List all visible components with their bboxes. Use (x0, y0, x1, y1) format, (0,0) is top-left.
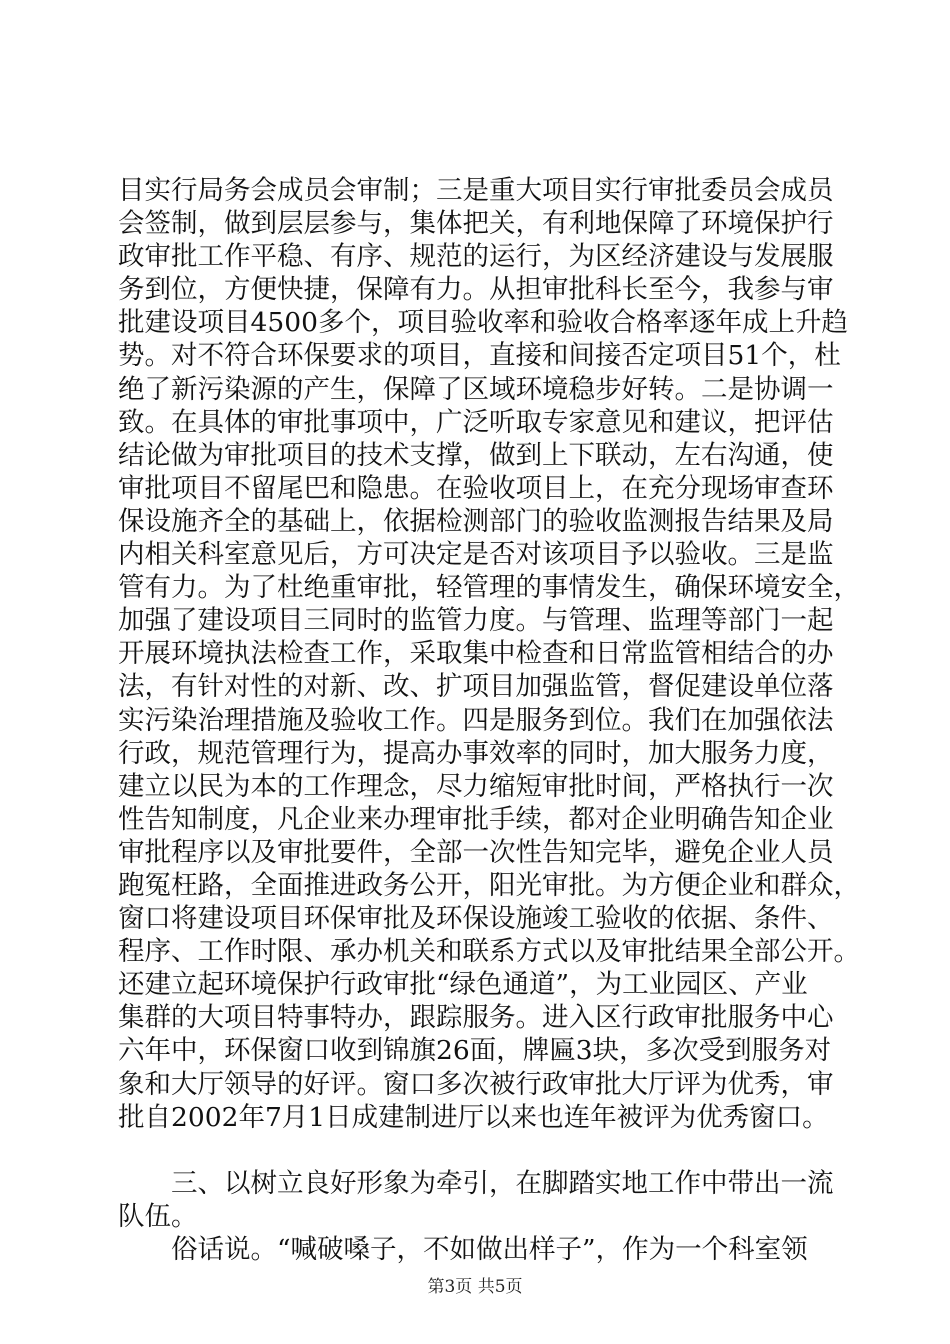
text-line: 象和大厅领导的好评。窗口多次被行政审批大厅评为优秀，审 (118, 1068, 834, 1100)
text-line: 审批项目不留尾巴和隐患。在验收项目上，在充分现场审查环 (118, 472, 834, 504)
section-heading: 三、以树立良好形象为牵引，在脚踏实地工作中带出一流 (171, 1167, 834, 1199)
text-line: 性告知制度，凡企业来办理审批手续，都对企业明确告知企业 (118, 803, 834, 835)
text-line: 务到位，方便快捷，保障有力。从担审批科长至今，我参与审 (118, 274, 834, 306)
text-line: 实污染治理措施及验收工作。四是服务到位。我们在加强依法 (118, 704, 834, 736)
text-line: 目实行局务会成员会审制；三是重大项目实行审批委员会成员 (118, 175, 834, 206)
text-line: 法，有针对性的对新、改、扩项目加强监管，督促建设单位落 (118, 671, 834, 703)
text-line: 窗口将建设项目环保审批及环保设施竣工验收的依据、条件、 (118, 903, 834, 935)
text-line: 势。对不符合环保要求的项目，直接和间接否定项目51个，杜 (118, 340, 841, 372)
section-heading-continued: 队伍。 (118, 1200, 198, 1232)
text-line: 管有力。为了杜绝重审批，轻管理的事情发生，确保环境安全， (118, 572, 860, 604)
document-body (118, 174, 860, 1266)
text-line: 会签制，做到层层参与，集体把关，有利地保障了环境保护行 (118, 208, 834, 240)
text-line: 绝了新污染源的产生，保障了区域环境稳步好转。二是协调一 (118, 373, 834, 405)
text-line: 内相关科室意见后，方可决定是否对该项目予以验收。三是监 (118, 539, 834, 571)
text-line: 六年中，环保窗口收到锦旗26面，牌匾3块，多次受到服务对 (118, 1035, 832, 1067)
text-line: 政审批工作平稳、有序、规范的运行，为区经济建设与发展服 (118, 241, 834, 273)
text-line: 致。在具体的审批事项中，广泛听取专家意见和建议，把评估 (118, 406, 834, 438)
text-line: 集群的大项目特事特办，跟踪服务。进入区行政审批服务中心 (118, 1002, 834, 1034)
text-line: 批自2002年7月1日成建制进厅以来也连年被评为优秀窗口。 (118, 1101, 829, 1133)
text-line: 结论做为审批项目的技术支撑，做到上下联动，左右沟通，使 (118, 439, 834, 471)
paragraph-start: 俗话说。“喊破嗓子，不如做出样子”，作为一个科室领 (171, 1234, 808, 1265)
text-line: 批建设项目4500多个，项目验收率和验收合格率逐年成上升趋 (118, 307, 848, 339)
text-line: 保设施齐全的基础上，依据检测部门的验收监测报告结果及局 (118, 505, 834, 537)
text-line: 开展环境执法检查工作，采取集中检查和日常监管相结合的办 (118, 638, 834, 670)
text-line: 行政，规范管理行为，提高办事效率的同时，加大服务力度， (118, 737, 834, 769)
page-footer: 第3页 共5页 (427, 1277, 523, 1297)
paragraph-gap (118, 1134, 848, 1167)
text-line: 还建立起环境保护行政审批“绿色通道”，为工业园区、产业 (118, 969, 808, 1001)
text-line: 加强了建设项目三同时的监管力度。与管理、监理等部门一起 (118, 605, 834, 637)
text-line: 建立以民为本的工作理念，尽力缩短审批时间，严格执行一次 (118, 770, 834, 802)
text-line: 审批程序以及审批要件，全部一次性告知完毕，避免企业人员 (118, 836, 834, 868)
text-line: 程序、工作时限、承办机关和联系方式以及审批结果全部公开。 (118, 936, 860, 968)
text-line: 跑冤枉路，全面推进政务公开，阳光审批。为方便企业和群众， (118, 869, 860, 901)
